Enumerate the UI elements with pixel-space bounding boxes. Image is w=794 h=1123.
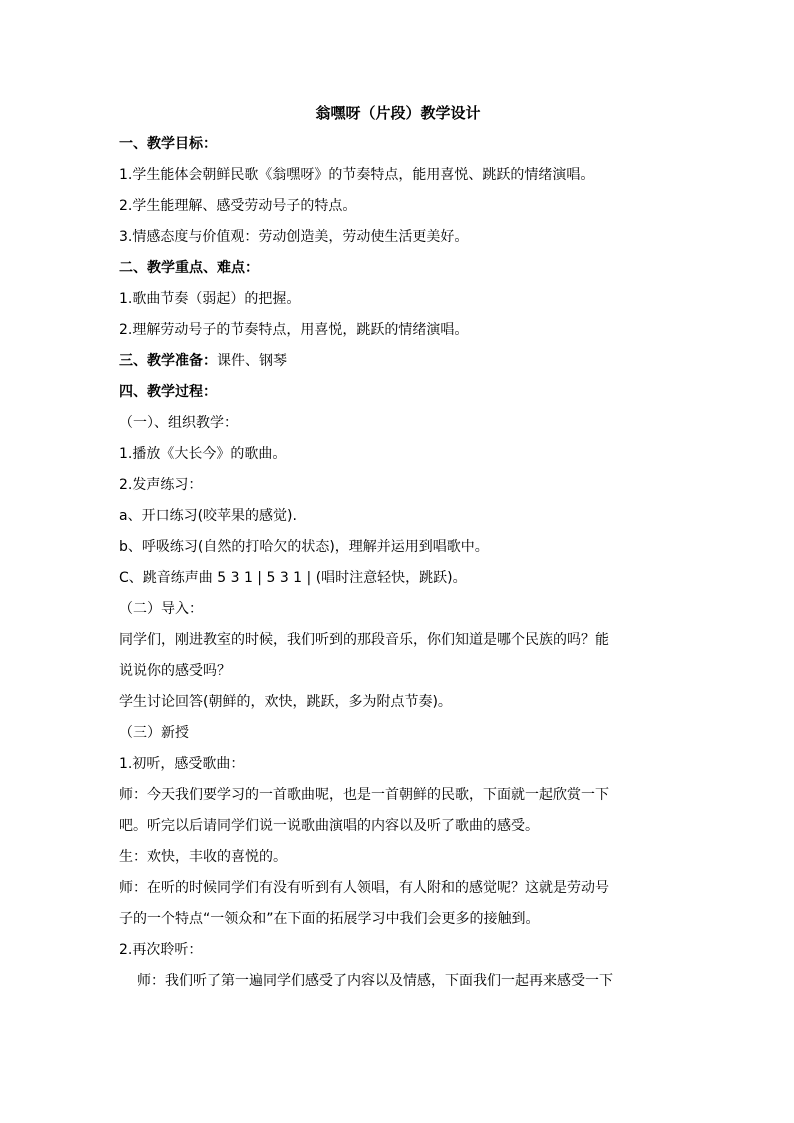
paragraph-line: 1.初听，感受歌曲： (119, 756, 245, 772)
section-heading-process: 四、教学过程： (119, 384, 217, 400)
section-heading-objectives: 一、教学目标： (119, 136, 217, 152)
paragraph-line: 2.发声练习： (119, 477, 203, 493)
paragraph-line: 师：我们听了第一遍同学们感受了内容以及情感，下面我们一起再来感受一下 (137, 973, 613, 989)
section-label: 三、教学准备： (119, 353, 217, 369)
paragraph-line: 同学们，刚进教室的时候，我们听到的那段音乐，你们知道是哪个民族的吗？能 (119, 632, 609, 648)
paragraph-line: 2.学生能理解、感受劳动号子的特点。 (119, 198, 357, 214)
paragraph-line: 生：欢快，丰收的喜悦的。 (119, 849, 287, 865)
paragraph-line: 2.理解劳动号子的节奏特点，用喜悦，跳跃的情绪演唱。 (119, 322, 469, 338)
paragraph-line: 说说你的感受吗？ (119, 663, 231, 679)
paragraph-line: C、跳音练声曲 5 3 1 | 5 3 1 | (唱时注意轻快，跳跃)。 (119, 570, 467, 586)
paragraph-line: 师：今天我们要学习的一首歌曲呢，也是一首朝鲜的民歌，下面就一起欣赏一下 (119, 787, 609, 803)
document-title: 翁嘿呀（片段）教学设计 (315, 104, 481, 122)
paragraph-line: （一）、组织教学： (119, 415, 238, 431)
paragraph-line: 吧。听完以后请同学们说一说歌曲演唱的内容以及听了歌曲的感受。 (119, 818, 539, 834)
paragraph-line: 1.学生能体会朝鲜民歌《翁嘿呀》的节奏特点，能用喜悦、跳跃的情绪演唱。 (119, 167, 595, 183)
section-heading-key-points: 二、教学重点、难点： (119, 260, 259, 276)
paragraph-line: （三）新授 (119, 725, 189, 741)
document-body (119, 98, 677, 997)
paragraph-line: 师：在听的时候同学们有没有听到有人领唱，有人附和的感觉呢？这就是劳动号 (119, 880, 609, 896)
paragraph-line: （二）导入： (119, 601, 203, 617)
paragraph-line: 3.情感态度与价值观：劳动创造美，劳动使生活更美好。 (119, 229, 469, 245)
paragraph-line: b、呼吸练习(自然的打哈欠的状态)，理解并运用到唱歌中。 (119, 539, 489, 555)
paragraph-line: a、开口练习(咬苹果的感觉). (119, 508, 297, 524)
section-value: 课件、钢琴 (217, 353, 287, 369)
paragraph-line: 子的一个特点“一领众和”在下面的拓展学习中我们会更多的接触到。 (119, 911, 540, 927)
section-heading-preparation (119, 346, 677, 377)
paragraph-line: 2.再次聆听： (119, 942, 203, 958)
paragraph-line: 学生讨论回答(朝鲜的，欢快，跳跃，多为附点节奏)。 (119, 694, 452, 710)
paragraph-line: 1.歌曲节奏（弱起）的把握。 (119, 291, 301, 307)
paragraph-line: 1.播放《大长今》的歌曲。 (119, 446, 287, 462)
